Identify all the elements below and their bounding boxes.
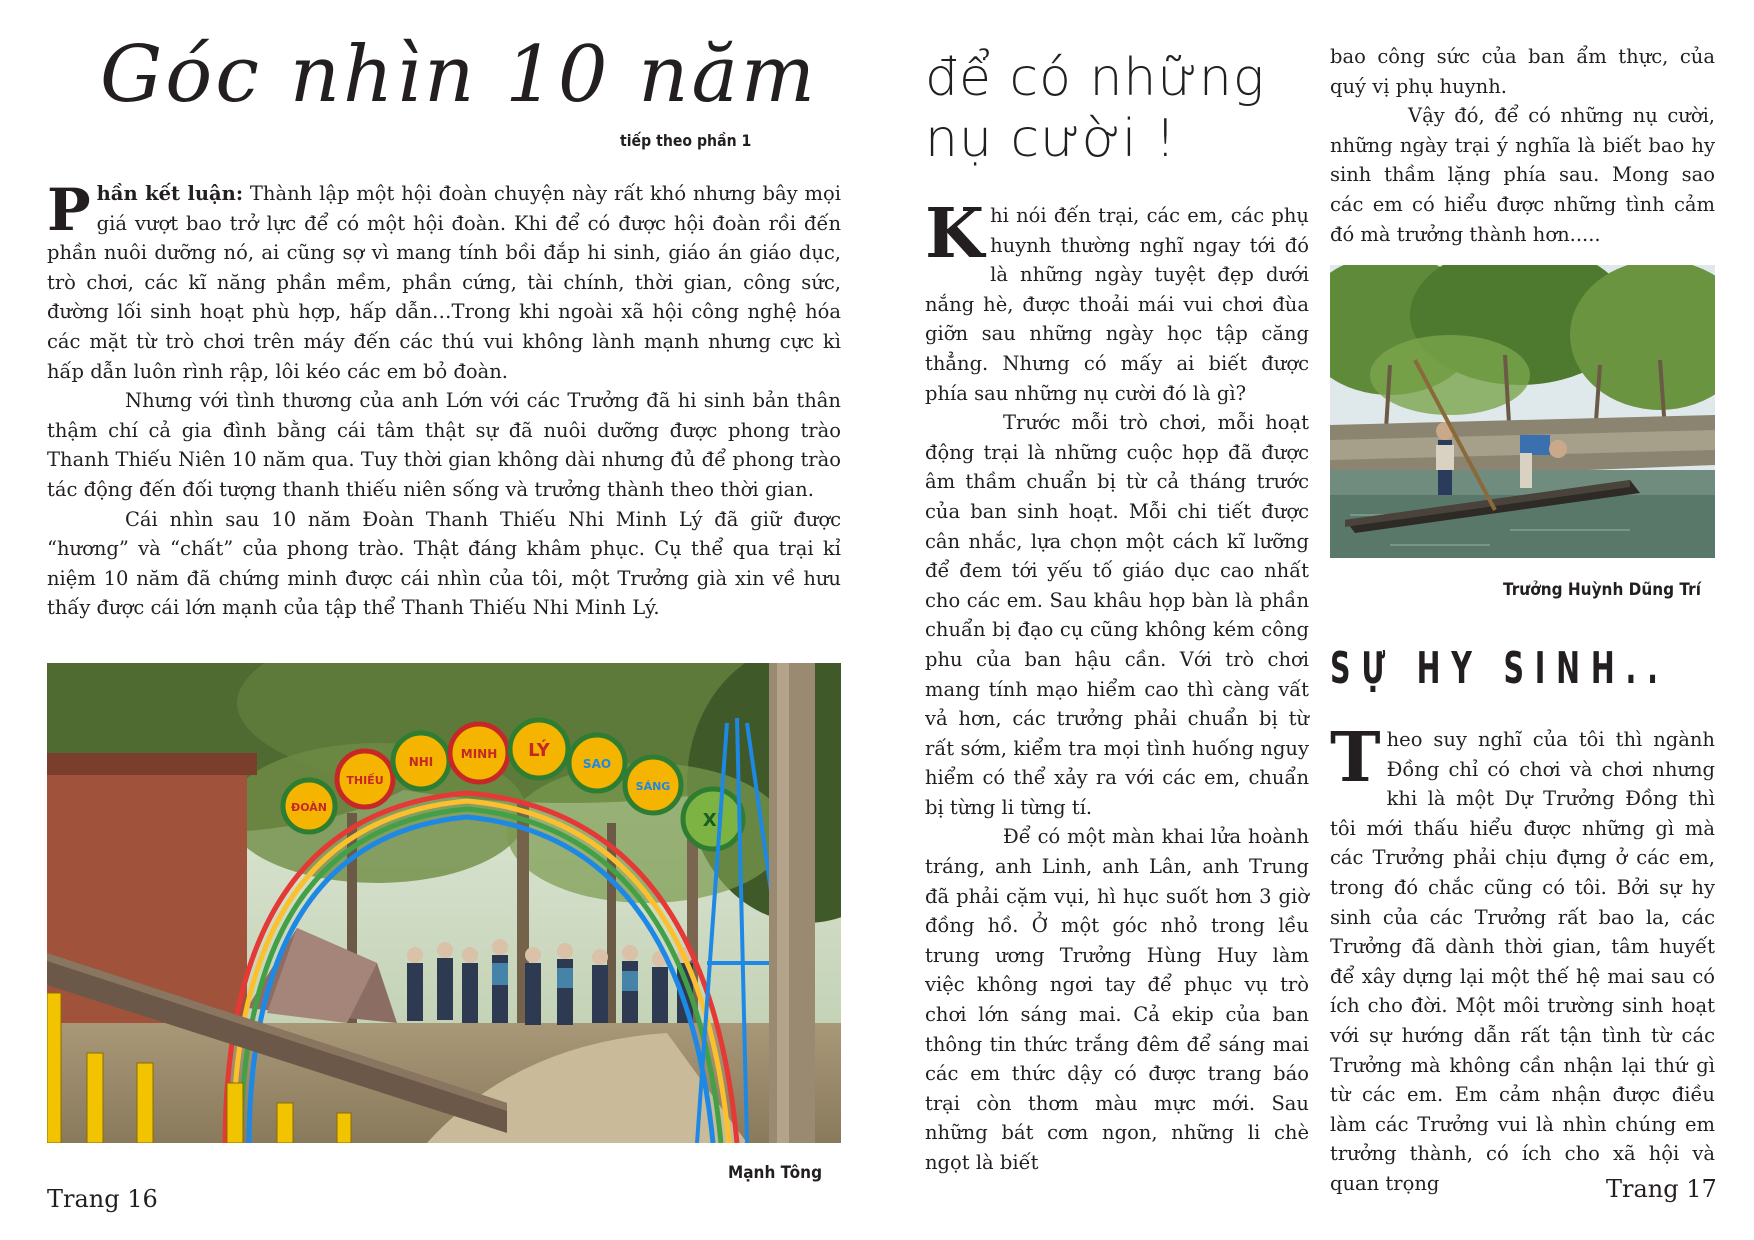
paragraph: Trước mỗi trò chơi, mỗi hoạt động trại là những cuộc họp đã được âm thầm chuẩn bị từ cả tháng trước của ban sinh hoạt. Mỗi chi tiết được cân nhắc, lựa chọn một cách kĩ lưỡng để đem tới yếu tố giáo dục cao nhất cho các em. Sau khâu họp bàn là phần chuẩn bị đạo cụ cũng không kém công phu của ban hậu cần. Với trò chơi mang tính mạo hiểm cao thì càng vất vả hơn, các trưởng phải chuẩn bị từ rất sớm, kiểm tra mọi tình huống nguy hiểm có thể xảy ra với các em, chuẩn bị từng li từng tí. [925, 411, 1309, 819]
arch-letter: SÁNG [635, 780, 671, 793]
paragraph-text: hi nói đến trại, các em, các phụ huynh thường nghĩ ngay tới đó là những ngày tuyệt đẹp dưới nắng hè, được thoải mái vui chơi đùa giỡn sau những ngày học tập căng thẳng. Nhưng có mấy ai biết được phía sau những nụ cười đó là gì? [925, 204, 1309, 405]
arch-letter: NHI [408, 755, 434, 769]
drop-cap: T [1330, 718, 1381, 798]
arch-letter: ĐOÀN [291, 801, 327, 814]
paragraph [1330, 718, 1715, 1199]
article-title-su-hy-sinh: SỰ HY SINH.. [1330, 643, 1669, 694]
paragraph: Để có một màn khai lửa hoành tráng, anh Linh, anh Lân, anh Trung đã phải cặm vụi, hì hục suốt hơn 3 giờ đồng hồ. Ở một góc nhỏ trong lều trung ương Trưởng Hùng Huy làm việc không ngơi tay để phục vụ trò chơi lớn sáng mai. Cả ekip của ban thông tin thức trắng đêm để sáng mai các em thức dậy có được trang báo trại còn thơm màu mực mới. Sau những bát cơm ngon, những li chè ngọt là biết [925, 825, 1309, 1174]
paragraph-text: heo suy nghĩ của tôi thì ngành Đồng chỉ có chơi và chơi nhưng khi là một Dự Trưởng Đồng thì tôi mới thấu hiểu được những gì mà các Trưởng phải chịu đựng ở các em, trong đó chắc cũng có tôi. Bởi sự hy sinh của các Trưởng rất bao la, các Trưởng đã dành thời gian, tâm huyết để xây dựng lại một thế hệ mai sau có ích cho đời. Một môi trường sinh hoạt với sự hướng dẫn rất tận tình từ các Trưởng mà không cần nhận lại thứ gì từ các em. Em cảm nhận được điều làm các Trưởng vui là nhìn chúng em trưởng thành, có ích cho xã hội và quan trọng [1330, 728, 1715, 1195]
arch-letter: LÝ [528, 740, 550, 761]
paragraph: bao công sức của ban ẩm thực, của quý vị phụ huynh. [1330, 45, 1715, 98]
photo-credit: Trưởng Huỳnh Dũng Trí [1503, 580, 1701, 600]
right-article-body [1330, 718, 1715, 1199]
drop-cap: P [47, 176, 91, 244]
paragraph: Vậy đó, để có những nụ cười, những ngày trại ý nghĩa là biết bao hy sinh thầm lặng phía sau. Mong sao các em có hiểu được những tình cảm đó mà trưởng thành hơn..... [1330, 104, 1715, 246]
raft-photo [1330, 265, 1715, 558]
arch-letter: XI [702, 810, 724, 831]
arch-letter: SAO [582, 757, 612, 771]
paragraph: Cái nhìn sau 10 năm Đoàn Thanh Thiếu Nhi Minh Lý đã giữ được “hương” và “chất” của phong trào. Thật đáng khâm phục. Cụ thể qua trại kỉ niệm 10 năm đã chứng minh được cái nhìn của tôi, một Trưởng già xin về hưu thấy được cái lớn mạnh của tập thể Thanh Thiếu Nhi Minh Lý. [47, 507, 841, 620]
article-subtitle: tiếp theo phần 1 [620, 131, 752, 150]
page-number: Trang 16 [47, 1185, 158, 1213]
left-article-body [47, 176, 842, 623]
camp-arch-photo [47, 663, 841, 1143]
title-line: để có những [925, 48, 1266, 108]
title-line: nụ cười ! [925, 109, 1177, 169]
paragraph [925, 194, 1309, 408]
paragraph: Nhưng với tình thương của anh Lớn với các Trưởng đã hi sinh bản thân thậm chí cả gia đình bằng cái tâm thật sự đã nuôi dưỡng được phong trào Thanh Thiếu Niên 10 năm qua. Tuy thời gian không dài nhưng đủ để phong trào tác động đến đối tượng thanh thiếu niên sống và trưởng thành theo thời gian. [47, 389, 841, 501]
lead-in: hần kết luận: [96, 182, 244, 205]
article-title-nu-cuoi [925, 48, 1265, 170]
page-number: Trang 17 [1606, 1175, 1717, 1203]
article-title-goc-nhin: Góc nhìn 10 năm [100, 30, 818, 120]
drop-cap: K [925, 194, 985, 274]
arch-letter: MINH [460, 747, 498, 761]
paragraph-conclusion [47, 176, 842, 386]
right-article-continuation [1330, 42, 1715, 249]
photo-credit: Mạnh Tông [728, 1163, 823, 1183]
paragraph-text: Thành lập một hội đoàn chuyện này rất khó nhưng bây mọi giá vượt bao trở lực để có một hội đoàn. Khi để có được hội đoàn rồi đến phần nuôi dưỡng nó, ai cũng sợ vì mang tính bồi đắp hi sinh, giáo án giáo dục, trò chơi, các kĩ năng phần mềm, phần cứng, tài chính, thời gian, công sức, đường lối sinh hoạt phù hợp, hấp dẫn…Trong khi ngoài xã hội công nghệ hóa các mặt từ trò chơi trên máy đến các thú vui không lành mạnh nhưng cực kì hấp dẫn luôn rình rập, lôi kéo các em bỏ đoàn. [47, 182, 842, 383]
arch-letter: THIẾU [346, 774, 384, 787]
middle-article-body [925, 194, 1309, 1178]
